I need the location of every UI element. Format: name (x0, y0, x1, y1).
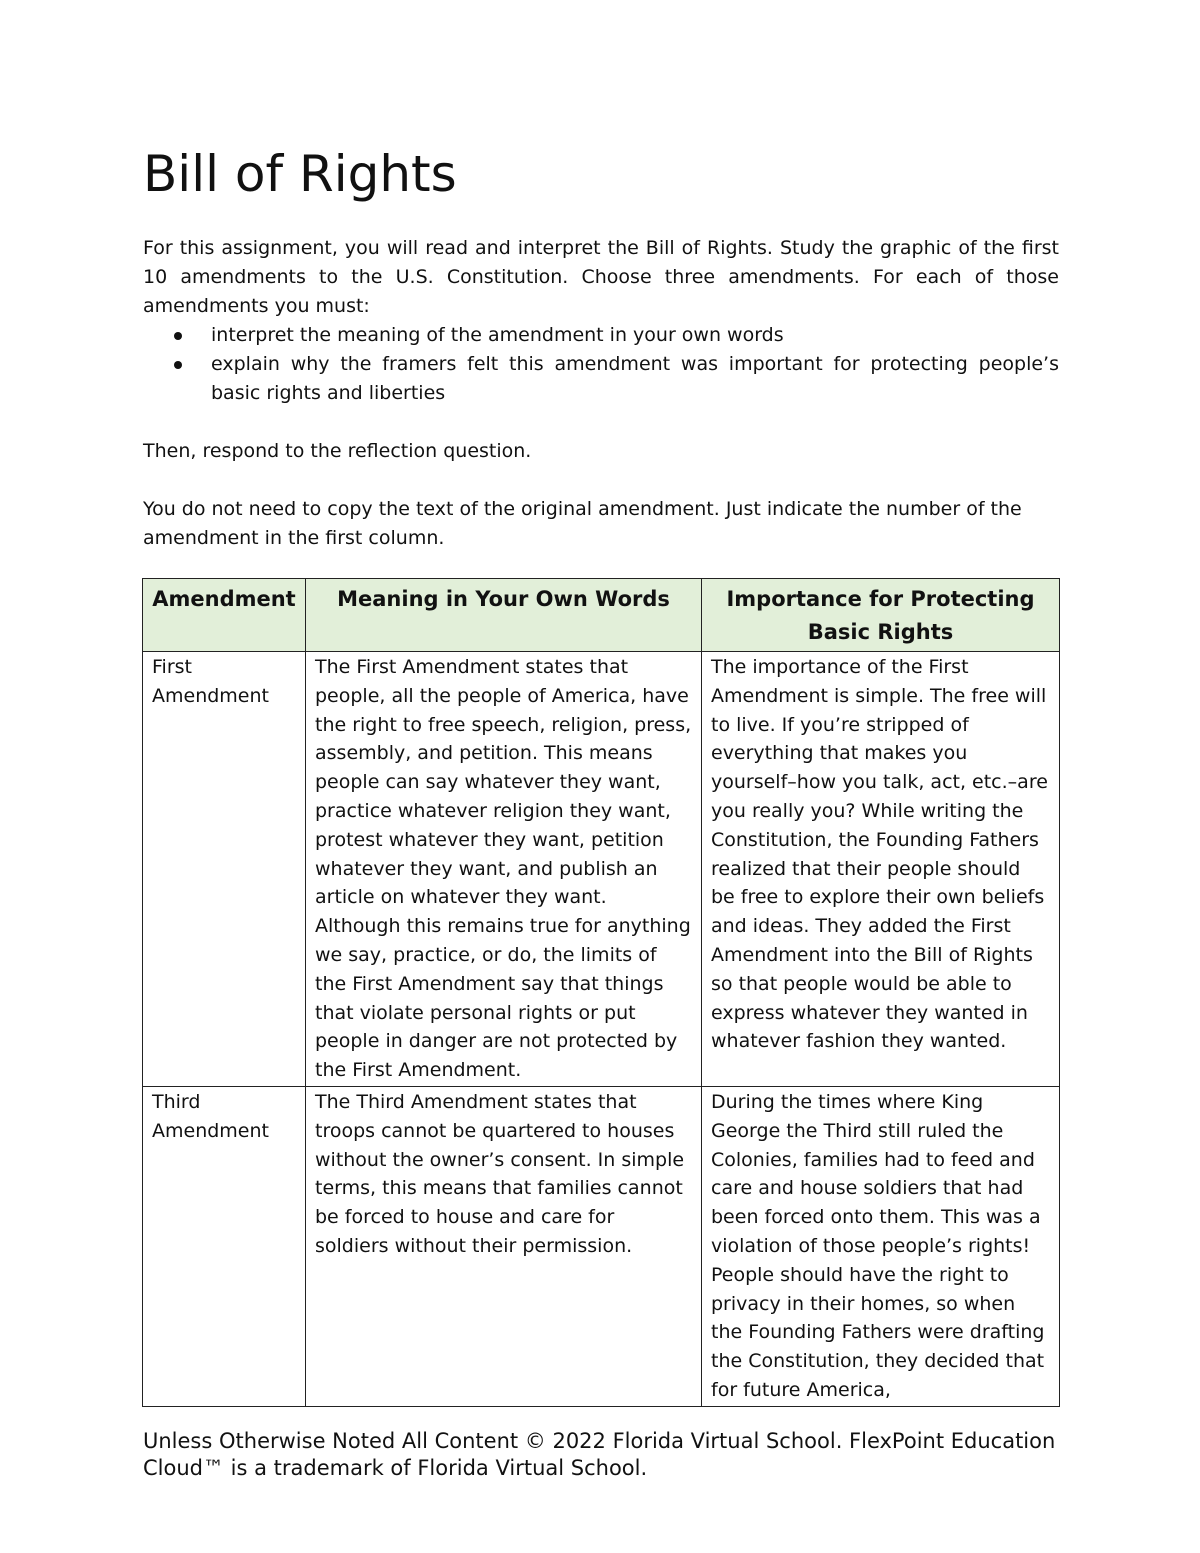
table-row (143, 1086, 1060, 1406)
list-item-text: explain why the framers felt this amendment was important for protecting people’s basic rights and liberties (211, 353, 1059, 404)
bullet-icon (174, 361, 182, 369)
reflection-instruction: Then, respond to the reflection question. (143, 440, 532, 462)
cell-amendment: Third Amendment (143, 1086, 306, 1406)
list-item (143, 321, 1059, 350)
assignment-instructions (143, 234, 1059, 553)
header-importance: Importance for Protecting Basic Rights (702, 579, 1060, 652)
copyright-footer: Unless Otherwise Noted All Content © 2022 Florida Virtual School. FlexPoint Education Cloud™ is a trademark of Florida Virtual School. (143, 1429, 1056, 1480)
copy-instruction: You do not need to copy the text of the original amendment. Just indicate the number of the amendment in the first column. (143, 498, 1022, 549)
cell-amendment: First Amendment (143, 652, 306, 1087)
amendments-table (142, 578, 1060, 1407)
table-row (143, 652, 1060, 1087)
cell-importance: The importance of the First Amendment is simple. The free will to live. If you’re stripped of everything that makes you yourself–how you talk, act, etc.–are you really you? While writing the Constitution, the Founding Fathers realized that their people should be free to explore their own beliefs and ideas. They added the First Amendment into the Bill of Rights so that people would be able to express whatever they wanted in whatever fashion they wanted. (702, 652, 1060, 1087)
list-item-text: interpret the meaning of the amendment in your own words (211, 324, 784, 346)
instructions-paragraph: For this assignment, you will read and interpret the Bill of Rights. Study the graphic of the first 10 amendments to the U.S. Constitution. Choose three amendments. For each of those amendments you must: (143, 237, 1059, 317)
header-amendment: Amendment (143, 579, 306, 652)
header-meaning: Meaning in Your Own Words (306, 579, 702, 652)
cell-meaning: The First Amendment states that people, all the people of America, have the right to free speech, religion, press, assembly, and petition. This means people can say whatever they want, practice whatever religion they want, protest whatever they want, petition whatever they want, and publish an article on whatever they want. Although this remains true for anything we say, practice, or do, the limits of the First Amendment say that things that violate personal rights or put people in danger are not protected by the First Amendment. (306, 652, 702, 1087)
cell-meaning: The Third Amendment states that troops cannot be quartered to houses without the owner’s consent. In simple terms, this means that families cannot be forced to house and care for soldiers without their permission. (306, 1086, 702, 1406)
requirements-list (143, 321, 1059, 408)
bullet-icon (174, 332, 182, 340)
list-item (143, 350, 1059, 408)
cell-importance: During the times where King George the Third still ruled the Colonies, families had to feed and care and house soldiers that had been forced onto them. This was a violation of those people’s rights! People should have the right to privacy in their homes, so when the Founding Fathers were drafting the Constitution, they decided that for future America, (702, 1086, 1060, 1406)
table-header-row (143, 579, 1060, 652)
page-title: Bill of Rights (143, 145, 457, 203)
